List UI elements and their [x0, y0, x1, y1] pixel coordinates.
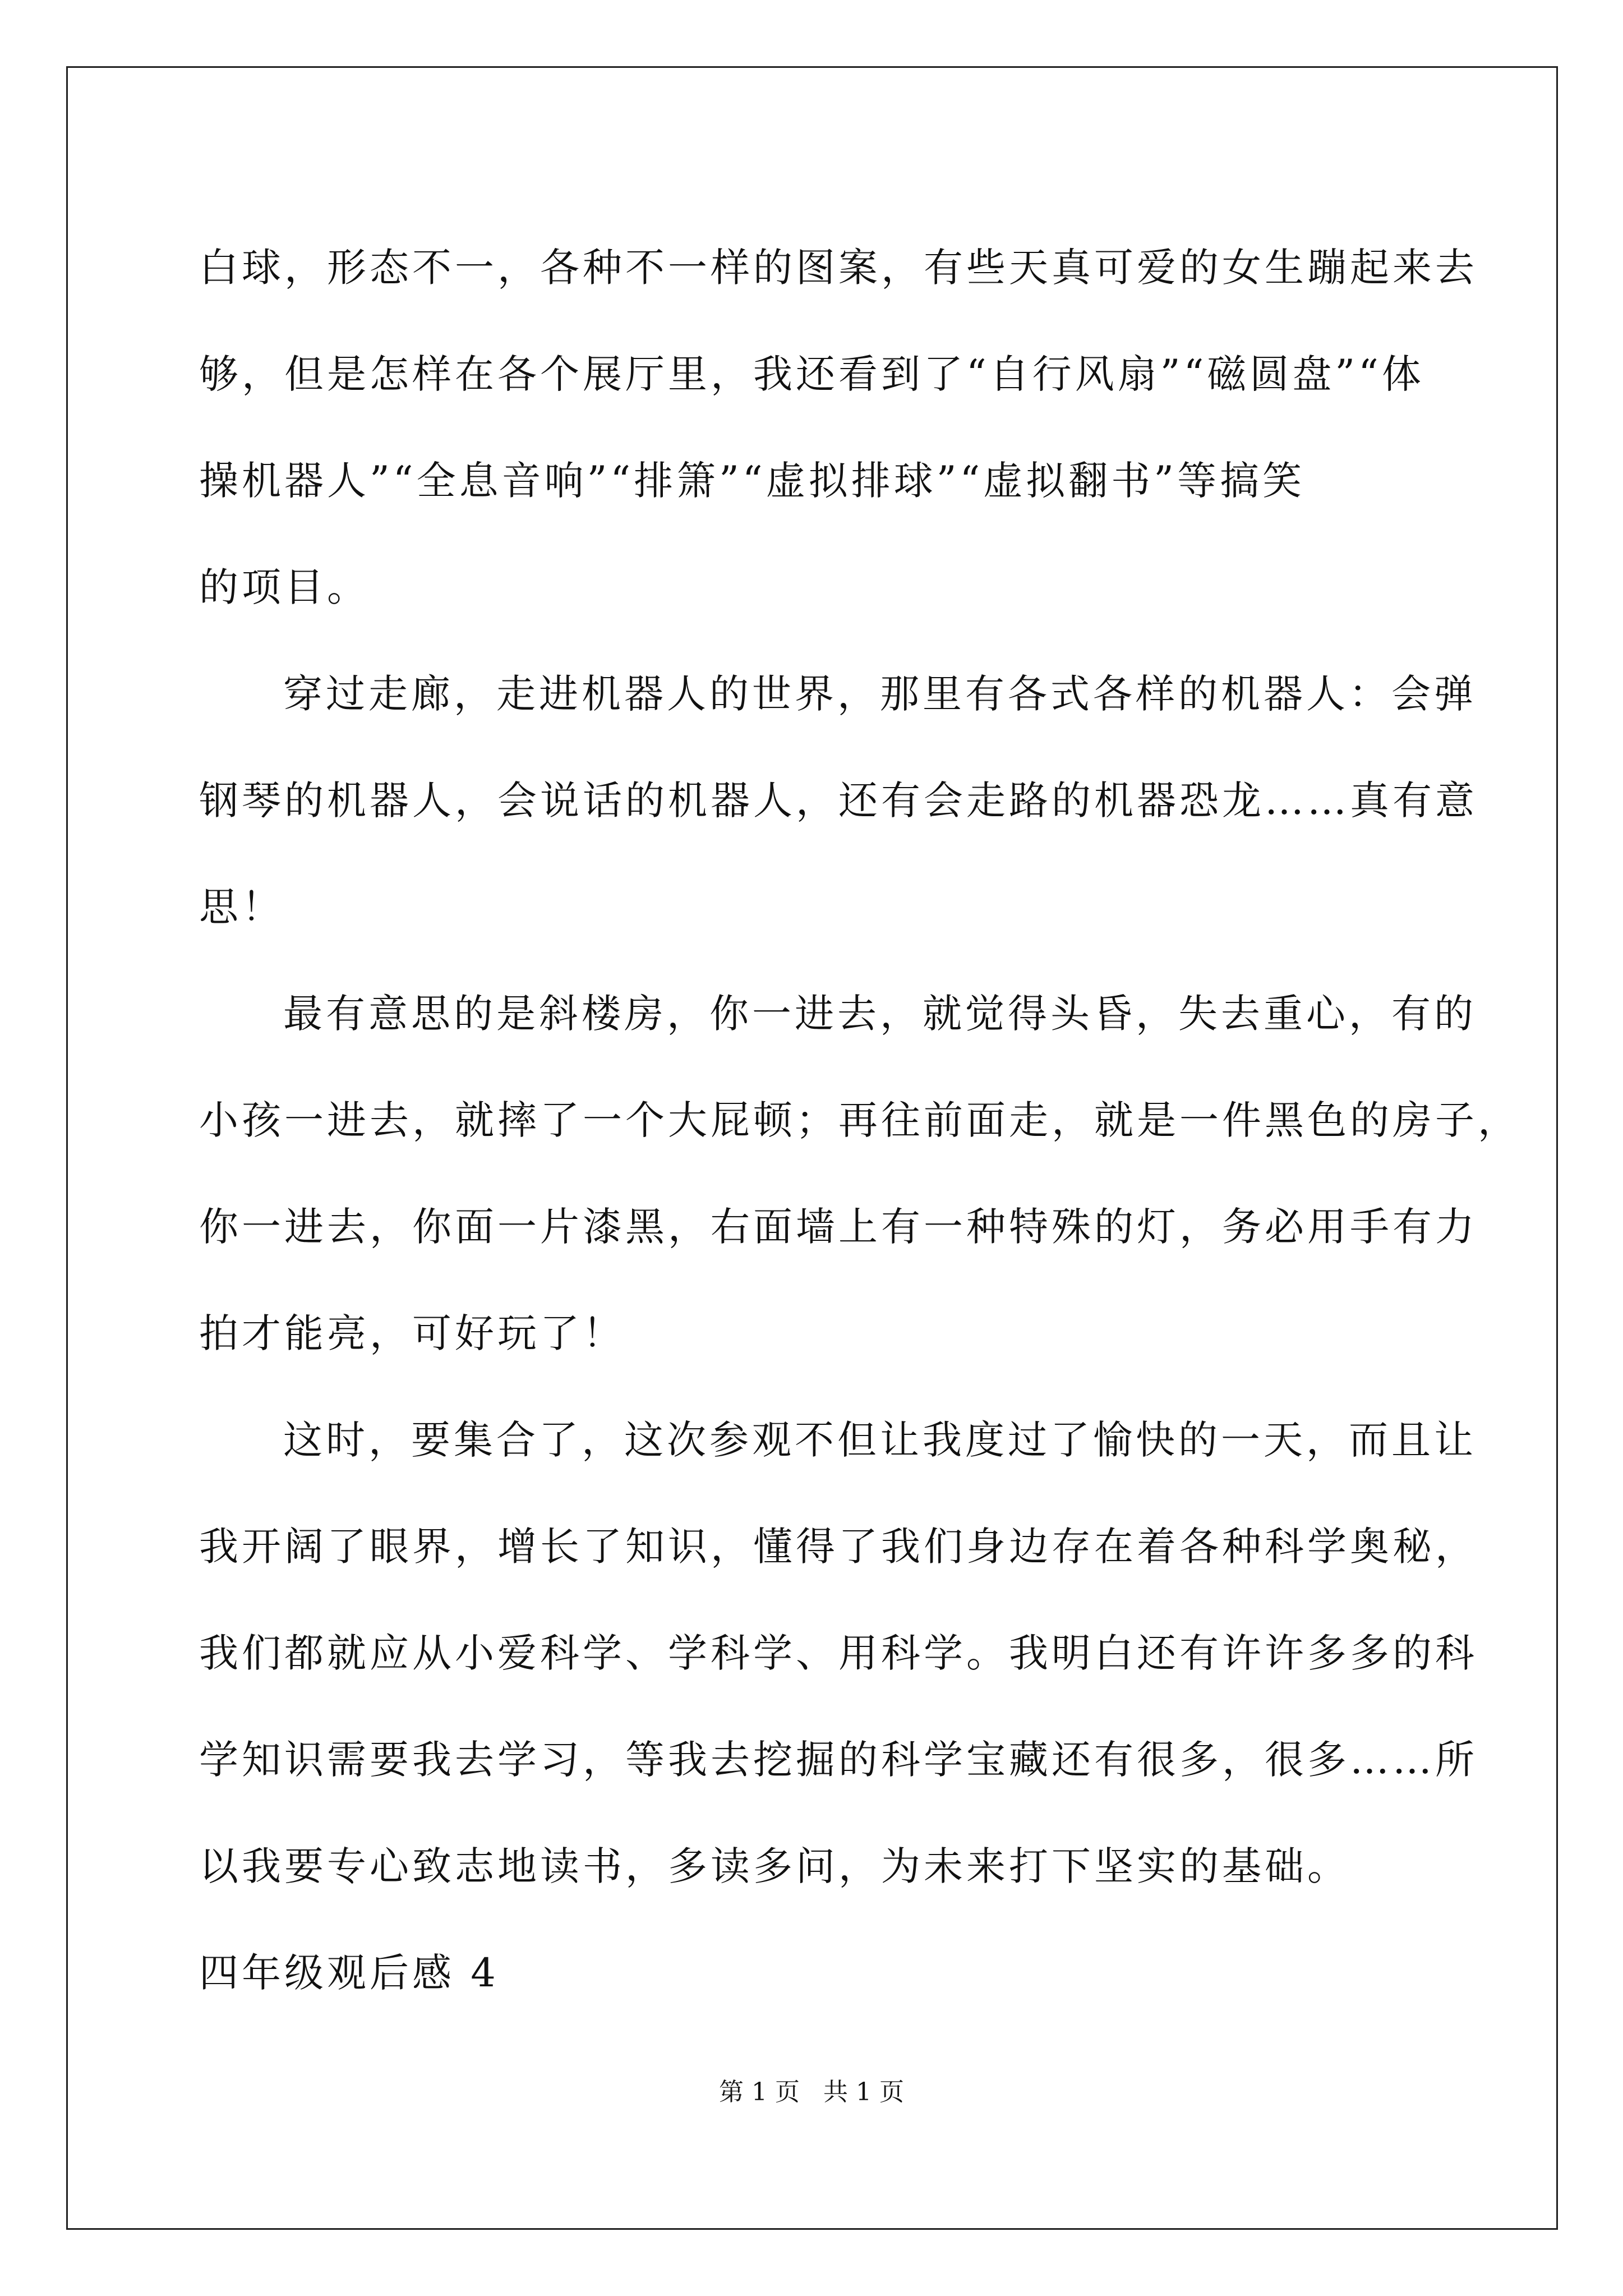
text-line: 我们都就应从小爱科学、学科学、用科学。我明白还有许许多多的科: [199, 1630, 1478, 1676]
text-line: 以我要专心致志地读书，多读多问，为未来打下坚实的基础。: [199, 1843, 1350, 1889]
text-line: 够，但是怎样在各个展厅里，我还看到了“自行风扇”“磁圆盘”“体: [199, 351, 1424, 397]
text-line: 你一进去，你面一片漆黑，右面墙上有一种特殊的灯，务必用手有力: [199, 1204, 1478, 1250]
text-line: 白球，形态不一，各种不一样的图案，有些天真可爱的女生蹦起来去: [199, 245, 1478, 291]
document-body: [199, 214, 1520, 2026]
text-line: 学知识需要我去学习，等我去挖掘的科学宝藏还有很多，很多……所: [199, 1737, 1478, 1783]
text-line: 拍才能亮，可好玩了！: [199, 1310, 625, 1356]
text-line: 我开阔了眼界，增长了知识，懂得了我们身边存在着各种科学奥秘，: [199, 1524, 1478, 1570]
section-heading: 四年级观后感 4: [199, 1950, 499, 1996]
text-line: 操机器人”“全息音响”“排箫”“虚拟排球”“虚拟翻书”等搞笑: [199, 458, 1306, 504]
text-line: 思！: [199, 884, 284, 930]
text-line: 的项目。: [199, 564, 370, 610]
text-line: 钢琴的机器人，会说话的机器人，还有会走路的机器恐龙……真有意: [199, 777, 1478, 823]
text-line: 小孩一进去，就摔了一个大屁顿；再往前面走，就是一件黑色的房子，: [199, 1097, 1520, 1143]
paragraph-first-line: 这时，要集合了，这次参观不但让我度过了愉快的一天，而且让: [283, 1417, 1477, 1463]
paragraph-first-line: 穿过走廊，走进机器人的世界，那里有各式各样的机器人：会弹: [283, 671, 1477, 717]
page-footer: 第 1 页 共 1 页: [719, 2078, 904, 2106]
paragraph-first-line: 最有意思的是斜楼房，你一进去，就觉得头昏，失去重心，有的: [283, 991, 1477, 1037]
